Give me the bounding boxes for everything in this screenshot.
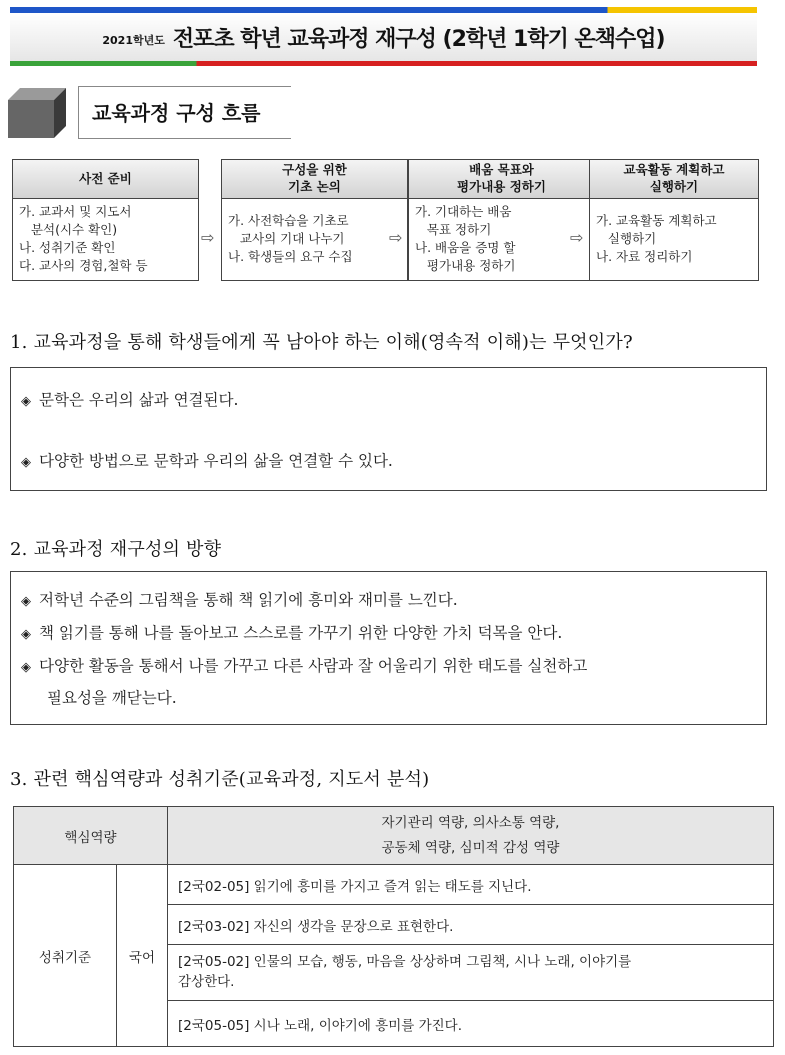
list-item-text: 다양한 방법으로 문학과 우리의 삶을 연결할 수 있다. (39, 452, 393, 470)
list-item-text: 다양한 활동을 통해서 나를 가꾸고 다른 사람과 잘 어울리기 위한 태도를 실천하고 (39, 657, 588, 675)
diamond-bullet-icon: ◈ (21, 394, 31, 409)
flow-line: 실행하기 (596, 230, 657, 246)
diamond-bullet-icon: ◈ (21, 660, 31, 675)
page-title: 전포초 학년 교육과정 재구성 (2학년 1학기 온책수업) (172, 26, 665, 52)
section-header-left-rule (78, 86, 79, 139)
heading-enduring-understanding: 1. 교육과정을 통해 학생들에게 꼭 남아야 하는 이해(영속적 이해)는 무엇인가? (10, 332, 633, 353)
reconstruction-direction-box (10, 571, 767, 725)
list-item-text: 문학은 우리의 삶과 연결된다. (39, 391, 239, 409)
flow-step-1 (12, 159, 199, 281)
cube-icon (8, 88, 66, 138)
achievement-standard-label: 성취기준 (14, 865, 117, 1047)
flow-line: 다. 교사의 경험,철학 등 (19, 258, 148, 274)
flow-line: 나. 성취기준 확인 (19, 240, 116, 256)
flow-step-2 (221, 159, 408, 281)
list-item (21, 388, 238, 410)
table-row (14, 807, 774, 865)
list-item (21, 621, 562, 643)
flow-line: 가. 교과서 및 지도서 (19, 204, 132, 219)
standard-cell: [2국03-02] 자신의 생각을 문장으로 표현한다. (168, 905, 774, 945)
flow-line: 나. 자료 정리하기 (596, 249, 693, 265)
flow-step-body (13, 199, 198, 280)
flow-step-head: 사전 준비 (13, 160, 198, 199)
list-item (21, 654, 587, 708)
flow-line: 나. 배움을 증명 할 (415, 240, 516, 256)
flow-line: 목표 정하기 (415, 222, 492, 238)
heading-reconstruction-direction: 2. 교육과정 재구성의 방향 (10, 539, 222, 560)
diamond-bullet-icon: ◈ (21, 455, 31, 470)
list-item-text: 책 읽기를 통해 나를 돌아보고 스스로를 가꾸기 위한 다양한 가치 덕목을 안다. (39, 624, 563, 642)
core-competency-label: 핵심역량 (14, 807, 168, 865)
table-row (14, 865, 774, 905)
flow-step-head: 배움 목표와 평가내용 정하기 (409, 160, 594, 199)
list-item-text: 저학년 수준의 그림책을 통해 책 읽기에 흥미와 재미를 느낀다. (39, 591, 458, 609)
list-item (21, 449, 393, 471)
flow-step-3 (408, 159, 595, 281)
title-banner (10, 13, 757, 61)
flow-step-body (409, 199, 594, 280)
flow-line: 분석(시수 확인) (19, 222, 118, 238)
arrow-right-icon: ⇨ (201, 228, 215, 247)
enduring-understanding-box (10, 367, 767, 491)
flow-line: 나. 학생들의 요구 수집 (228, 249, 353, 265)
section-title: 교육과정 구성 흐름 (92, 101, 261, 125)
diamond-bullet-icon: ◈ (21, 594, 31, 609)
standard-cell: [2국05-05] 시나 노래, 이야기에 흥미를 가진다. (168, 1001, 774, 1047)
standards-table (13, 806, 774, 1047)
flow-step-4 (589, 159, 759, 281)
flow-line: 평가내용 정하기 (415, 258, 516, 274)
flow-step-body (590, 199, 758, 279)
section-header-bottom-rule (78, 138, 291, 139)
flow-step-head: 구성을 위한 기초 논의 (222, 160, 407, 199)
standard-cell: [2국05-02] 인물의 모습, 행동, 마음을 상상하며 그림책, 시나 노래, 이야기를 감상한다. (168, 945, 774, 1001)
diamond-bullet-icon: ◈ (21, 627, 31, 642)
flow-line: 교사의 기대 나누기 (228, 230, 345, 246)
flow-line: 가. 교육활동 계획하고 (596, 212, 717, 228)
section-header-top-rule (78, 86, 291, 87)
banner-year: 2021학년도 (102, 34, 165, 47)
flow-step-body (222, 199, 407, 279)
arrow-right-icon: ⇨ (389, 228, 403, 247)
standard-cell: [2국02-05] 읽기에 흥미를 가지고 즐겨 읽는 태도를 지닌다. (168, 865, 774, 905)
arrow-right-icon: ⇨ (570, 228, 584, 247)
banner-bottom-stripe (10, 61, 757, 66)
flow-step-head: 교육활동 계획하고 실행하기 (590, 160, 758, 199)
flow-line: 가. 사전학습을 기초로 (228, 212, 349, 228)
list-item (21, 588, 458, 610)
heading-competencies-standards: 3. 관련 핵심역량과 성취기준(교육과정, 지도서 분석) (10, 769, 430, 790)
list-item-continuation: 필요성을 깨닫는다. (47, 689, 177, 707)
core-competency-value: 자기관리 역량, 의사소통 역량, 공동체 역량, 심미적 감성 역량 (168, 807, 774, 865)
flow-line: 가. 기대하는 배움 (415, 204, 512, 219)
subject-cell: 국어 (117, 865, 168, 1047)
